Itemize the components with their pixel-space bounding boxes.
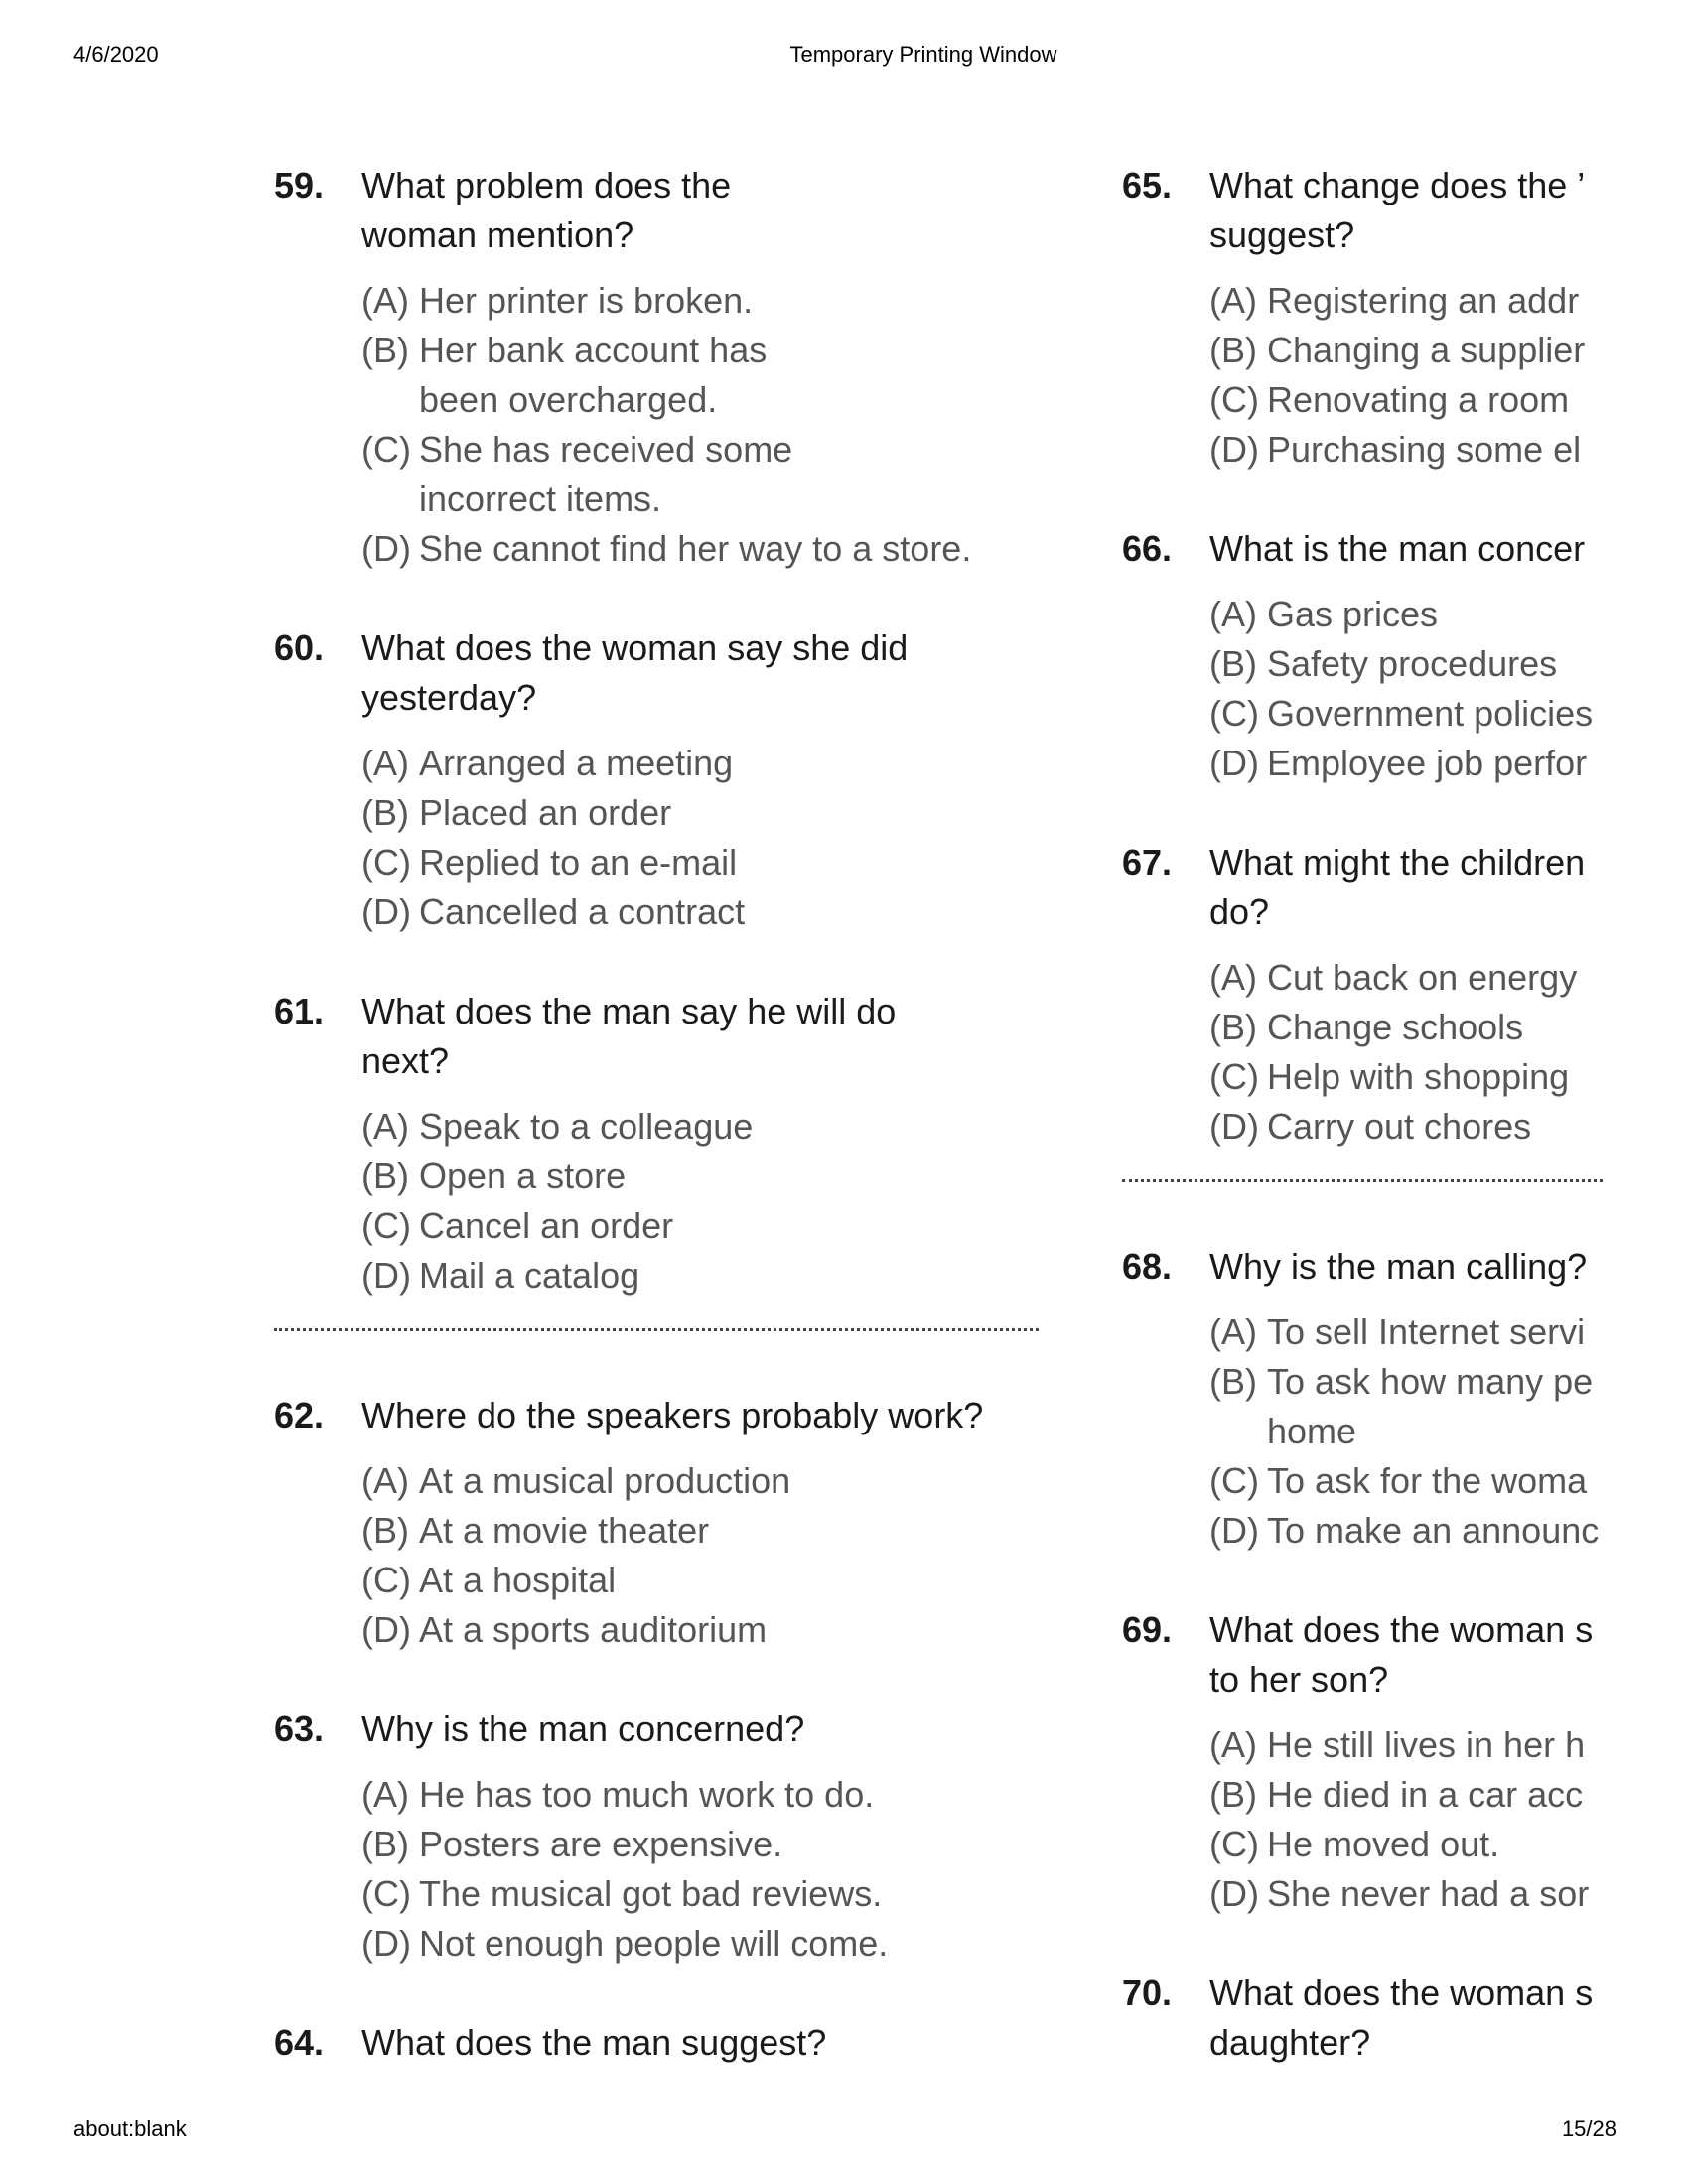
option [361, 1869, 1051, 1919]
question-60 [274, 623, 1051, 937]
option-text: Gas prices [1267, 594, 1439, 634]
option-text: At a movie theater [419, 1510, 710, 1551]
question-68 [1122, 1242, 1603, 1556]
option [361, 1102, 1051, 1152]
option-letter: (A) [361, 280, 409, 321]
question-64 [274, 2018, 1051, 2084]
option [361, 524, 1051, 574]
option-letter: (D) [361, 528, 411, 569]
option-letter: (D) [361, 1609, 411, 1650]
option [1209, 1052, 1603, 1102]
question-text: What does the man say he will do next? [361, 991, 897, 1081]
option-letter: (D) [361, 1923, 411, 1964]
option-letter: (C) [1209, 1460, 1259, 1501]
question-text: What does the man suggest? [361, 2022, 827, 2063]
page-url: about:blank [73, 2116, 187, 2141]
question-62 [274, 1391, 1051, 1655]
question-text: Where do the speakers probably work? [361, 1395, 984, 1435]
question-number: 59. [274, 165, 325, 205]
option-text: Replied to an e-mail [419, 842, 738, 883]
option [1209, 1720, 1603, 1770]
option [1209, 425, 1603, 475]
option [1209, 1102, 1603, 1152]
question-text-line: do? [1209, 891, 1270, 932]
option-letter: (B) [361, 330, 409, 370]
option [361, 788, 1051, 838]
question-text-line: What might the children [1209, 842, 1586, 883]
option-letter: (D) [1209, 1510, 1259, 1551]
option-text: Cancelled a contract [419, 891, 746, 932]
option-letter: (B) [1209, 1361, 1257, 1402]
option-letter: (D) [1209, 743, 1259, 783]
option [1209, 739, 1603, 788]
option-text: The musical got bad reviews. [419, 1873, 883, 1914]
option-letter: (B) [1209, 1007, 1257, 1047]
option [361, 1605, 1051, 1655]
question-number: 70. [1122, 1973, 1173, 2013]
option [1209, 1456, 1603, 1506]
option [361, 1152, 1051, 1201]
option-letter: (D) [1209, 1873, 1259, 1914]
option-letter: (B) [361, 1156, 409, 1196]
option [1209, 1869, 1603, 1919]
option-text: Mail a catalog [419, 1255, 640, 1296]
question-61 [274, 987, 1051, 1300]
option-text: She has received some incorrect items. [419, 429, 793, 519]
question-65 [1122, 161, 1603, 475]
option-text: Arranged a meeting [419, 743, 734, 783]
option-text: Posters are expensive. [419, 1824, 783, 1864]
option-text: Government policies [1267, 693, 1594, 734]
option-text: At a sports auditorium [419, 1609, 768, 1650]
option-letter: (A) [1209, 280, 1257, 321]
option [361, 1506, 1051, 1556]
option-letter: (A) [1209, 1724, 1257, 1765]
question-number: 64. [274, 2022, 325, 2063]
option-letter: (A) [1209, 1311, 1257, 1352]
option-letter: (C) [1209, 379, 1259, 420]
option-text: Open a store [419, 1156, 627, 1196]
option [1209, 1820, 1603, 1869]
option-letter: (B) [361, 1824, 409, 1864]
option-text: Cancel an order [419, 1205, 674, 1246]
option-text: Speak to a colleague [419, 1106, 754, 1147]
option [1209, 1307, 1603, 1357]
question-number: 62. [274, 1395, 325, 1435]
option [361, 1251, 1051, 1300]
option-text: At a hospital [419, 1560, 617, 1600]
option-text: Change schools [1267, 1007, 1524, 1047]
question-number: 66. [1122, 528, 1173, 569]
print-date: 4/6/2020 [73, 42, 159, 67]
option-text: He died in a car acc [1267, 1774, 1584, 1815]
option-text: Employee job perfor [1267, 743, 1588, 783]
option-letter: (D) [1209, 1106, 1259, 1147]
question-number: 65. [1122, 165, 1173, 205]
option [1209, 590, 1603, 639]
page-counter: 15/28 [1561, 2116, 1617, 2141]
option-letter: (B) [1209, 643, 1257, 684]
question-text: What does the woman say she did yesterday? [361, 627, 909, 718]
option-letter: (B) [1209, 330, 1257, 370]
option [361, 1919, 1051, 1969]
option-text: Carry out chores [1267, 1106, 1532, 1147]
option-letter: (A) [361, 743, 409, 783]
option [1209, 639, 1603, 689]
option [1209, 689, 1603, 739]
question-text: Why is the man concerned? [361, 1708, 805, 1749]
option [361, 838, 1051, 887]
option-letter: (A) [361, 1774, 409, 1815]
option-letter: (A) [361, 1106, 409, 1147]
option-text: To make an announc [1267, 1510, 1600, 1551]
section-divider [274, 1328, 1039, 1331]
question-text-line: What does the woman s [1209, 1973, 1594, 2013]
option-text: At a musical production [419, 1460, 791, 1501]
option-letter: (C) [361, 1560, 411, 1600]
option-letter: (C) [361, 842, 411, 883]
option [361, 739, 1051, 788]
option-text: Renovating a room [1267, 379, 1570, 420]
option [1209, 276, 1603, 326]
option-text: To ask for the woma [1267, 1460, 1588, 1501]
left-column [274, 161, 1051, 2097]
option-letter: (B) [361, 1510, 409, 1551]
question-text: What problem does the woman mention? [361, 165, 732, 255]
option [1209, 1506, 1603, 1556]
question-66 [1122, 524, 1603, 788]
option-letter: (D) [361, 891, 411, 932]
option-text-line: home [1267, 1411, 1357, 1451]
option-letter: (C) [361, 1873, 411, 1914]
option [361, 1456, 1051, 1506]
question-text-line: What change does the ’ [1209, 165, 1586, 205]
option-letter: (C) [361, 1205, 411, 1246]
question-text-line: What does the woman s [1209, 1609, 1594, 1650]
option [1209, 1003, 1603, 1052]
question-text-line: daughter? [1209, 2022, 1371, 2063]
question-59 [274, 161, 1051, 574]
question-69 [1122, 1605, 1603, 1919]
option-text: To sell Internet servi [1267, 1311, 1586, 1352]
section-divider [1122, 1179, 1603, 1182]
option-text: He moved out. [1267, 1824, 1500, 1864]
option [1209, 1770, 1603, 1820]
option [1209, 326, 1603, 375]
option-letter: (C) [361, 429, 411, 470]
question-text-line: What is the man concer [1209, 528, 1586, 569]
option-text: Safety procedures [1267, 643, 1558, 684]
option [361, 1770, 1051, 1820]
option-letter: (A) [1209, 594, 1257, 634]
option-text: Changing a supplier [1267, 330, 1586, 370]
option-letter: (B) [1209, 1774, 1257, 1815]
option-text-line: To ask how many pe [1267, 1361, 1594, 1402]
question-number: 63. [274, 1708, 325, 1749]
option-text: Registering an addr [1267, 280, 1580, 321]
question-text-line: to her son? [1209, 1659, 1389, 1700]
option [1209, 375, 1603, 425]
option-text: He still lives in her h [1267, 1724, 1586, 1765]
option-text: Placed an order [419, 792, 672, 833]
option [361, 1556, 1051, 1605]
question-number: 68. [1122, 1246, 1173, 1287]
option-letter: (A) [361, 1460, 409, 1501]
option-letter: (C) [1209, 1056, 1259, 1097]
option [361, 887, 1051, 937]
option-text: He has too much work to do. [419, 1774, 875, 1815]
window-title: Temporary Printing Window [789, 42, 1057, 67]
option [361, 1201, 1051, 1251]
option-text: Her bank account has been overcharged. [419, 330, 768, 420]
option-text: Purchasing some el [1267, 429, 1582, 470]
option-letter: (C) [1209, 693, 1259, 734]
option-letter: (D) [1209, 429, 1259, 470]
question-text-line: Why is the man calling? [1209, 1246, 1588, 1287]
option-letter: (A) [1209, 957, 1257, 998]
question-text-line: suggest? [1209, 214, 1355, 255]
question-number: 67. [1122, 842, 1173, 883]
option [1209, 953, 1603, 1003]
right-column [1122, 161, 1603, 2097]
option-text: She cannot find her way to a store. [419, 528, 972, 569]
option-text: Her printer is broken. [419, 280, 754, 321]
option-letter: (C) [1209, 1824, 1259, 1864]
option [361, 326, 1051, 425]
option-letter: (D) [361, 1255, 411, 1296]
option [361, 425, 1051, 524]
question-70 [1122, 1969, 1603, 2084]
question-number: 60. [274, 627, 325, 668]
option [361, 276, 1051, 326]
option-text: She never had a sor [1267, 1873, 1590, 1914]
question-63 [274, 1705, 1051, 1969]
option [1209, 1357, 1603, 1456]
option-letter: (B) [361, 792, 409, 833]
question-67 [1122, 838, 1603, 1152]
question-number: 61. [274, 991, 325, 1031]
option-text: Cut back on energy [1267, 957, 1578, 998]
question-number: 69. [1122, 1609, 1173, 1650]
option-text: Help with shopping [1267, 1056, 1570, 1097]
option [361, 1820, 1051, 1869]
option-text: Not enough people will come. [419, 1923, 889, 1964]
